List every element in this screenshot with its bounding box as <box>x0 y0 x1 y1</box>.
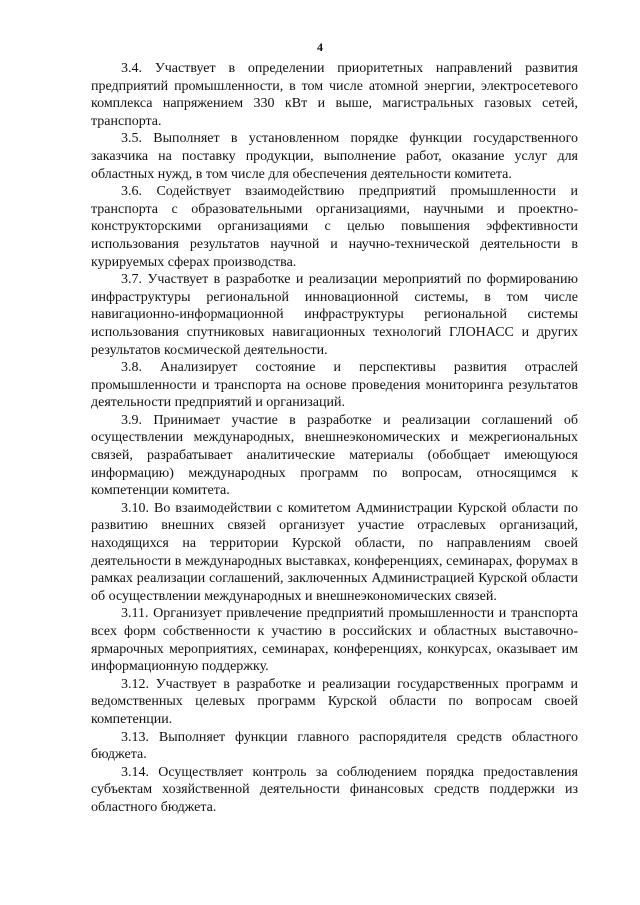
paragraph-3-7: 3.7. Участвует в разработке и реализации мероприятий по формированию инфраструктуры региональной инновационной системы, в том числе навигационно-информационной инфраструктуры региональной системы использования спутниковых навигационных технологий ГЛОНАСС и других результатов космической деятельности. <box>91 272 578 358</box>
paragraph-3-4: 3.4. Участвует в определении приоритетных направлений развития предприятий промышленности, в том числе атомной энергии, электросетевого комплекса напряжением 330 кВт и выше, магистральных газовых сетей, транспорта. <box>91 61 578 129</box>
paragraph-3-14: 3.14. Осуществляет контроль за соблюдением порядка предоставления субъектам хозяйственной деятельности финансовых средств поддержки из областного бюджета. <box>91 764 578 815</box>
paragraph-3-6: 3.6. Содействует взаимодействию предприятий промышленности и транспорта с образовательными организациями, научными и проектно-конструкторскими организациями с целью повышения эффективности использования результатов научной и научно-технической деятельности в курируемых сферах производства. <box>91 184 578 270</box>
paragraph-3-8: 3.8. Анализирует состояние и перспективы развития отраслей промышленности и транспорта на основе проведения мониторинга результатов деятельности предприятий и организаций. <box>91 360 578 411</box>
paragraph-3-13: 3.13. Выполняет функции главного распорядителя средств областного бюджета. <box>91 729 578 763</box>
scan-edge-mark <box>628 668 634 768</box>
paragraph-3-11: 3.11. Организует привлечение предприятий промышленности и транспорта всех форм собственности к участию в российских и областных выставочно-ярмарочных мероприятиях, семинарах, конференциях, конкурсах, оказывает им информационную поддержку. <box>91 606 578 675</box>
document-body <box>91 60 578 817</box>
paragraph-3-12: 3.12. Участвует в разработке и реализации государственных программ и ведомственных целевых программ Курской области по вопросам своей компетенции. <box>91 676 578 727</box>
paragraph-3-9: 3.9. Принимает участие в разработке и реализации соглашений об осуществлении международных, внешнеэкономических и межрегиональных связей, разрабатывает аналитические материалы (обобщает имеющуюся информацию) международных программ по вопросам, относящимся к компетенции комитета. <box>91 412 578 499</box>
paragraph-3-5: 3.5. Выполняет в установленном порядке функции государственного заказчика на поставку продукции, выполнение работ, оказание услуг для областных нужд, в том числе для обеспечения деятельности комитета. <box>91 131 578 182</box>
page-number: 4 <box>317 40 323 54</box>
paragraph-3-10: 3.10. Во взаимодействии с комитетом Администрации Курской области по развитию внешних связей организует участие отраслевых организаций, находящихся на территории Курской области, по направлениям своей деятельности в международных выставках, конференциях, семинарах, форумах в рамках реализации соглашений, заключенных Администрацией Курской области об осуществлении международных и внешнеэкономических связей. <box>91 500 578 604</box>
